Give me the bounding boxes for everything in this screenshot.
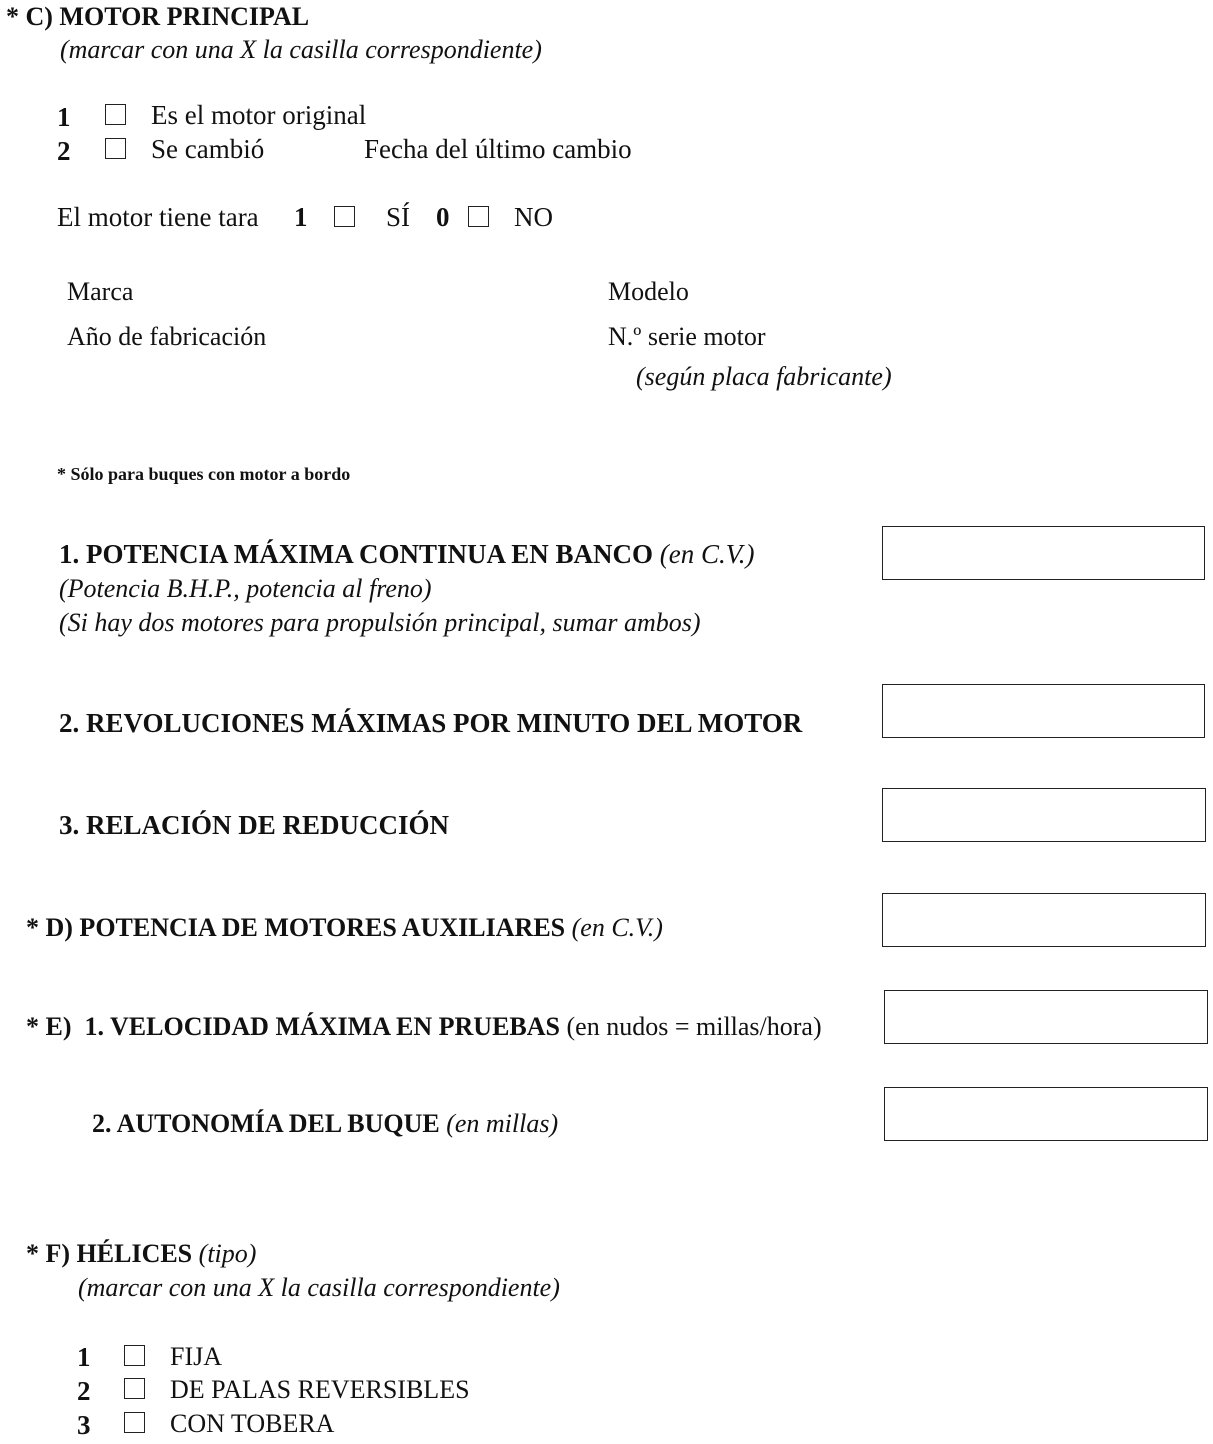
option-label: Es el motor original <box>151 100 367 130</box>
section-e-q1-title: 1. VELOCIDAD MÁXIMA EN PRUEBAS <box>84 1012 561 1041</box>
section-e-q1-unit: (en nudos = millas/hora) <box>566 1012 822 1041</box>
section-c-title: * C) MOTOR PRINCIPAL <box>6 2 310 31</box>
q2-title: 2. REVOLUCIONES MÁXIMAS POR MINUTO DEL MOTOR <box>59 708 803 738</box>
helice-fija-checkbox[interactable] <box>124 1345 145 1366</box>
q3-title: 3. RELACIÓN DE REDUCCIÓN <box>59 810 450 840</box>
velocidad-maxima-field[interactable] <box>884 990 1208 1044</box>
tara-yes-number: 1 <box>294 202 308 232</box>
autonomia-field[interactable] <box>884 1087 1208 1141</box>
tara-yes-label: SÍ <box>386 202 411 232</box>
section-f-type: (tipo) <box>198 1239 257 1268</box>
tara-no-number: 0 <box>436 202 450 232</box>
section-c-instruction: (marcar con una X la casilla correspondiente) <box>60 35 542 64</box>
tara-no-checkbox[interactable] <box>468 206 489 227</box>
serie-motor-label: N.º serie motor <box>608 322 766 351</box>
q1-title: 1. POTENCIA MÁXIMA CONTINUA EN BANCO <box>59 539 654 569</box>
section-e-prefix: * E) <box>26 1012 72 1041</box>
last-change-date-label: Fecha del último cambio <box>364 134 632 164</box>
footnote: * Sólo para buques con motor a bordo <box>57 464 351 484</box>
q3-reduccion-field[interactable] <box>882 788 1206 842</box>
helice-tobera-checkbox[interactable] <box>124 1412 145 1433</box>
tara-label: El motor tiene tara <box>57 202 259 232</box>
motor-changed-checkbox[interactable] <box>105 138 126 159</box>
helice-option-label: CON TOBERA <box>170 1409 335 1438</box>
helice-option-number: 1 <box>77 1342 91 1372</box>
option-label: Se cambió <box>151 134 265 164</box>
section-d-unit: (en C.V.) <box>571 913 663 942</box>
anio-fabricacion-label: Año de fabricación <box>67 322 267 351</box>
marca-label: Marca <box>67 277 134 306</box>
option-number: 1 <box>57 102 71 132</box>
helice-reversibles-checkbox[interactable] <box>124 1378 145 1399</box>
tara-no-label: NO <box>514 202 553 232</box>
section-e-q2-line <box>92 1109 558 1139</box>
helice-option-number: 3 <box>77 1410 91 1440</box>
helice-option-label: DE PALAS REVERSIBLES <box>170 1375 470 1404</box>
q1-note-1: (Potencia B.H.P., potencia al freno) <box>59 574 432 603</box>
q1-title-line <box>59 539 755 570</box>
section-e-q2-unit: (en millas) <box>446 1109 559 1138</box>
q1-note-2: (Si hay dos motores para propulsión principal, sumar ambos) <box>59 608 701 637</box>
helice-option-number: 2 <box>77 1376 91 1406</box>
section-d-potencia-field[interactable] <box>882 893 1206 947</box>
section-f-title: * F) HÉLICES <box>26 1239 193 1268</box>
section-d-title: * D) POTENCIA DE MOTORES AUXILIARES <box>26 913 566 942</box>
q1-potencia-field[interactable] <box>882 526 1205 580</box>
q1-unit: (en C.V.) <box>659 539 755 569</box>
section-e-q1-line <box>26 1012 822 1042</box>
section-d-title-line <box>26 913 663 943</box>
section-f-instruction: (marcar con una X la casilla correspondiente) <box>78 1273 560 1302</box>
serie-motor-note: (según placa fabricante) <box>636 362 892 391</box>
modelo-label: Modelo <box>608 277 689 306</box>
option-number: 2 <box>57 136 71 166</box>
q2-revoluciones-field[interactable] <box>882 684 1205 738</box>
section-f-title-line <box>26 1239 256 1269</box>
motor-original-checkbox[interactable] <box>105 104 126 125</box>
helice-option-label: FIJA <box>170 1342 223 1371</box>
section-e-q2-title: 2. AUTONOMÍA DEL BUQUE <box>92 1109 440 1138</box>
tara-yes-checkbox[interactable] <box>334 206 355 227</box>
